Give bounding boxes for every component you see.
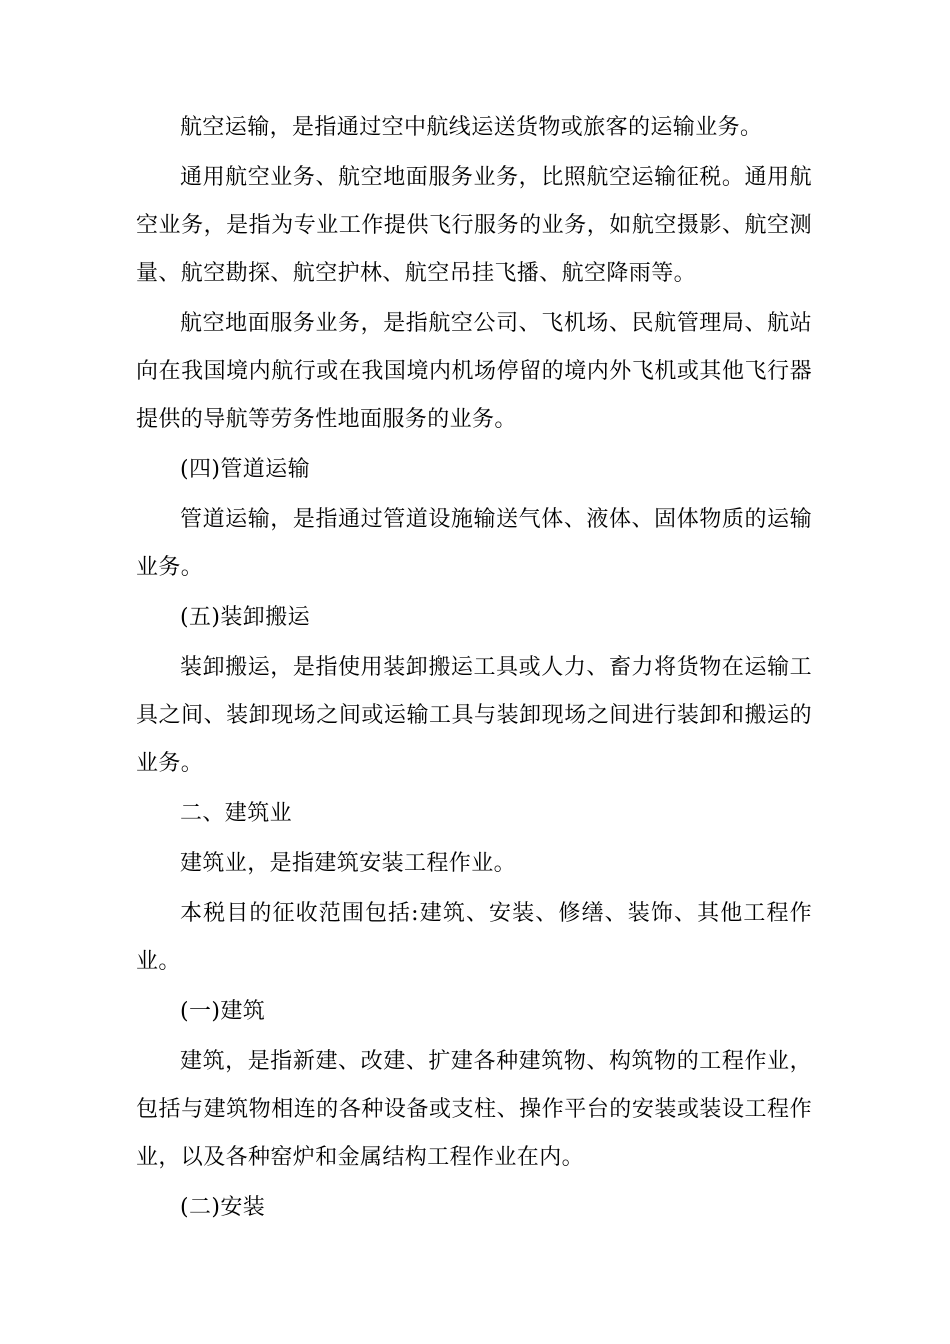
paragraph-tax-scope: 本税目的征收范围包括:建筑、安装、修缮、装饰、其他工程作业。 — [136, 901, 812, 974]
paragraph-pipeline-transport: 管道运输，是指通过管道设施输送气体、液体、固体物质的运输业务。 — [136, 507, 812, 580]
heading-installation: (二)安装 — [180, 1195, 266, 1220]
heading-pipeline-transport: (四)管道运输 — [180, 457, 310, 482]
paragraph-aviation-ground-service: 航空地面服务业务，是指航空公司、飞机场、民航管理局、航站向在我国境内航行或在我国境内机场停留的境内外飞机或其他飞行器提供的导航等劳务性地面服务的业务。 — [136, 311, 812, 432]
paragraph-construction-industry: 建筑业，是指建筑安装工程作业。 — [180, 851, 517, 876]
paragraph-loading-unloading: 装卸搬运，是指使用装卸搬运工具或人力、畜力将货物在运输工具之间、装卸现场之间或运输工具与装卸现场之间进行装卸和搬运的业务。 — [136, 655, 812, 776]
paragraph-air-transport: 航空运输，是指通过空中航线运送货物或旅客的运输业务。 — [180, 115, 763, 140]
document-body — [136, 104, 812, 1232]
heading-loading-unloading: (五)装卸搬运 — [180, 605, 310, 630]
paragraph-construction: 建筑，是指新建、改建、扩建各种建筑物、构筑物的工程作业，包括与建筑物相连的各种设备或支柱、操作平台的安装或装设工程作业，以及各种窑炉和金属结构工程作业在内。 — [136, 1049, 812, 1170]
paragraph-general-aviation: 通用航空业务、航空地面服务业务，比照航空运输征税。通用航空业务，是指为专业工作提供飞行服务的业务，如航空摄影、航空测量、航空勘探、航空护林、航空吊挂飞播、航空降雨等。 — [136, 165, 812, 286]
heading-construction-industry: 二、建筑业 — [180, 801, 293, 826]
heading-construction: (一)建筑 — [180, 999, 266, 1024]
